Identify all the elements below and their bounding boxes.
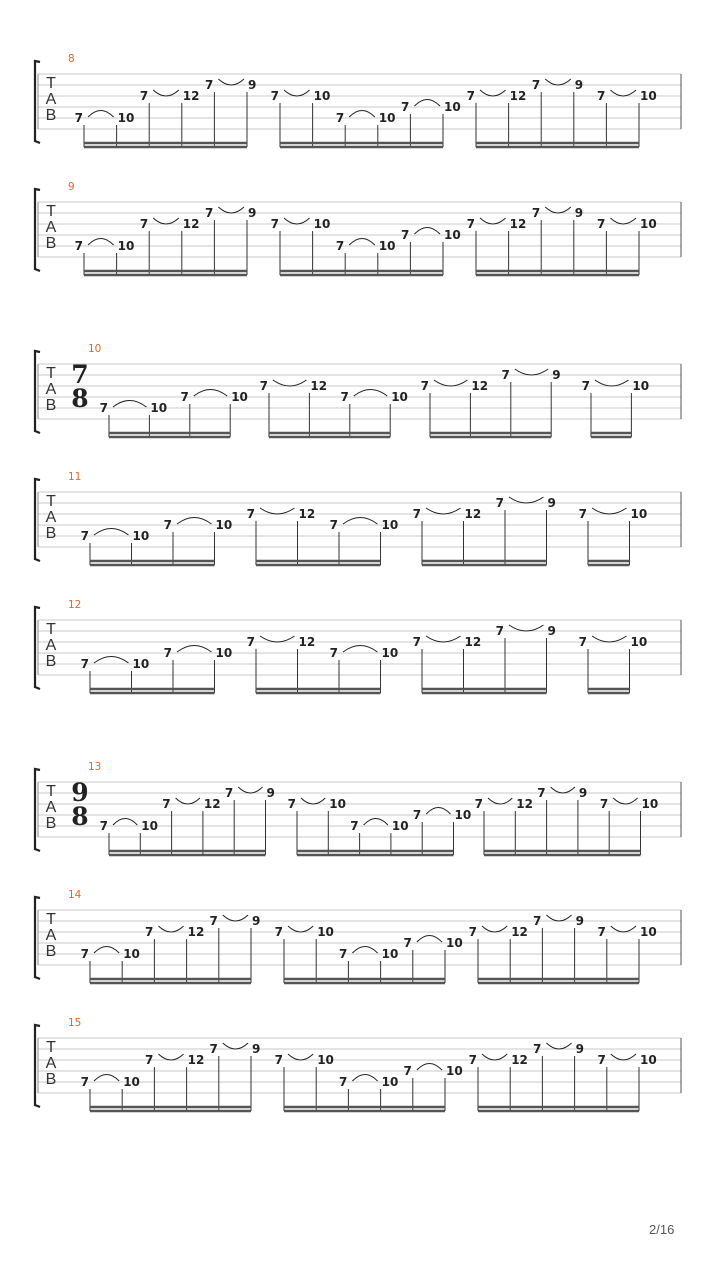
fret-number: 7 xyxy=(80,529,89,543)
fret-number: 12 xyxy=(511,925,528,939)
time-signature-bottom: 8 xyxy=(71,802,89,831)
fret-number: 10 xyxy=(446,936,463,950)
fret-number: 7 xyxy=(578,507,587,521)
fret-number: 12 xyxy=(511,1053,528,1067)
tab-clef-letter: A xyxy=(45,927,57,944)
fret-number: 7 xyxy=(205,206,214,220)
fret-number: 7 xyxy=(163,646,172,660)
fret-number: 7 xyxy=(597,925,606,939)
hammer-on-arc xyxy=(343,518,378,525)
fret-number: 12 xyxy=(298,635,316,649)
fret-number: 7 xyxy=(350,819,359,833)
tab-clef-letter: B xyxy=(45,943,57,960)
fret-number: 10 xyxy=(123,947,140,961)
hammer-on-arc xyxy=(349,239,375,246)
hammer-on-arc xyxy=(349,111,375,118)
fret-number: 9 xyxy=(252,914,261,928)
tab-clef-letter: A xyxy=(45,799,57,816)
fret-number: 7 xyxy=(335,239,345,253)
pull-off-arc xyxy=(158,1054,183,1060)
fret-number: 10 xyxy=(317,925,334,939)
fret-number: 7 xyxy=(80,1075,89,1089)
tab-system xyxy=(35,599,681,693)
fret-number: 10 xyxy=(313,89,331,103)
fret-number: 7 xyxy=(340,390,349,404)
pull-off-arc xyxy=(218,79,244,85)
pull-off-arc xyxy=(260,508,295,514)
tab-clef-letter: T xyxy=(46,493,56,510)
tab-clef-letter: B xyxy=(45,235,57,252)
pull-off-arc xyxy=(545,207,571,213)
fret-number: 7 xyxy=(501,368,510,382)
fret-number: 10 xyxy=(640,925,657,939)
fret-number: 10 xyxy=(630,507,648,521)
tab-clef-letter: A xyxy=(45,509,57,526)
fret-number: 12 xyxy=(298,507,316,521)
tab-clef-letter: T xyxy=(46,621,56,638)
pull-off-arc xyxy=(153,90,179,96)
hammer-on-arc xyxy=(113,819,137,826)
fret-number: 10 xyxy=(117,111,135,125)
fret-number: 7 xyxy=(420,379,429,393)
fret-number: 10 xyxy=(123,1075,140,1089)
pull-off-arc xyxy=(284,218,310,224)
fret-number: 7 xyxy=(259,379,268,393)
fret-number: 7 xyxy=(339,1075,348,1089)
tab-clef-letter: A xyxy=(45,381,57,398)
fret-number: 7 xyxy=(495,496,504,510)
fret-number: 7 xyxy=(412,507,421,521)
fret-number: 7 xyxy=(80,657,89,671)
fret-number: 10 xyxy=(381,947,399,961)
tab-clef-letter: T xyxy=(46,203,56,220)
tab-clef-letter: T xyxy=(46,1039,56,1056)
fret-number: 7 xyxy=(466,89,475,103)
fret-number: 7 xyxy=(599,797,609,811)
pull-off-arc xyxy=(284,90,310,96)
hammer-on-arc xyxy=(352,1075,377,1082)
fret-number: 9 xyxy=(547,496,556,510)
fret-number: 7 xyxy=(403,936,412,950)
fret-number: 7 xyxy=(163,518,172,532)
fret-number: 10 xyxy=(317,1053,334,1067)
hammer-on-arc xyxy=(94,1075,119,1082)
hammer-on-arc xyxy=(94,947,119,954)
fret-number: 9 xyxy=(578,786,588,800)
pull-off-arc xyxy=(611,926,636,932)
fret-number: 7 xyxy=(246,635,255,649)
fret-number: 10 xyxy=(313,217,331,231)
pull-off-arc xyxy=(610,218,636,224)
fret-number: 7 xyxy=(533,914,542,928)
fret-number: 9 xyxy=(574,78,584,92)
fret-number: 10 xyxy=(630,635,648,649)
pull-off-arc xyxy=(509,497,544,503)
fret-number: 10 xyxy=(378,111,396,125)
pull-off-arc xyxy=(610,90,636,96)
tab-clef-letter: T xyxy=(46,783,56,800)
pull-off-arc xyxy=(595,380,628,386)
pull-off-arc xyxy=(273,380,306,386)
tab-system xyxy=(35,889,681,983)
pull-off-arc xyxy=(480,90,506,96)
hammer-on-arc xyxy=(94,529,129,536)
fret-number: 9 xyxy=(575,914,584,928)
fret-number: 12 xyxy=(187,925,205,939)
measure-number: 14 xyxy=(68,889,82,901)
pull-off-arc xyxy=(592,508,627,514)
pull-off-arc xyxy=(611,1054,636,1060)
tab-system xyxy=(35,761,681,855)
fret-number: 12 xyxy=(471,379,489,393)
measure-number: 13 xyxy=(88,761,102,773)
fret-number: 7 xyxy=(246,507,255,521)
measure-number: 15 xyxy=(68,1017,82,1029)
fret-number: 12 xyxy=(509,89,527,103)
tab-system xyxy=(35,343,681,437)
fret-number: 7 xyxy=(597,217,606,231)
fret-number: 7 xyxy=(335,111,345,125)
fret-number: 9 xyxy=(252,1042,261,1056)
fret-number: 12 xyxy=(182,89,200,103)
measure-number: 11 xyxy=(68,471,82,483)
fret-number: 7 xyxy=(468,1053,477,1067)
hammer-on-arc xyxy=(417,936,442,943)
fret-number: 7 xyxy=(466,217,475,231)
fret-number: 10 xyxy=(640,89,657,103)
fret-number: 7 xyxy=(139,217,149,231)
fret-number: 7 xyxy=(537,786,546,800)
tab-clef-letter: B xyxy=(45,107,57,124)
fret-number: 7 xyxy=(329,646,338,660)
fret-number: 7 xyxy=(597,89,606,103)
fret-number: 10 xyxy=(150,401,168,415)
hammer-on-arc xyxy=(88,239,114,246)
fret-number: 7 xyxy=(578,635,587,649)
fret-number: 10 xyxy=(378,239,396,253)
fret-number: 7 xyxy=(180,390,189,404)
measure-number: 10 xyxy=(88,343,102,355)
fret-number: 10 xyxy=(381,518,399,532)
fret-number: 9 xyxy=(266,786,275,800)
tab-clef-letter: A xyxy=(45,637,57,654)
fret-number: 10 xyxy=(446,1064,463,1078)
fret-number: 10 xyxy=(391,390,408,404)
fret-number: 12 xyxy=(182,217,200,231)
pull-off-arc xyxy=(482,926,507,932)
fret-number: 7 xyxy=(581,379,590,393)
pull-off-arc xyxy=(613,798,637,804)
pull-off-arc xyxy=(426,636,461,642)
hammer-on-arc xyxy=(94,657,129,664)
fret-number: 7 xyxy=(401,228,410,242)
hammer-on-arc xyxy=(343,646,378,653)
hammer-on-arc xyxy=(177,518,212,525)
measure-number: 9 xyxy=(68,181,75,193)
hammer-on-arc xyxy=(194,390,227,397)
fret-number: 7 xyxy=(99,819,108,833)
fret-number: 7 xyxy=(162,797,171,811)
fret-number: 10 xyxy=(132,529,150,543)
fret-number: 7 xyxy=(412,808,422,822)
fret-number: 7 xyxy=(468,925,477,939)
fret-number: 7 xyxy=(339,947,348,961)
pull-off-arc xyxy=(223,915,248,921)
pull-off-arc xyxy=(545,79,571,85)
hammer-on-arc xyxy=(414,100,440,107)
tab-system xyxy=(35,53,681,147)
tab-clef-letter: B xyxy=(45,815,57,832)
pull-off-arc xyxy=(288,1054,313,1060)
fret-number: 9 xyxy=(248,206,257,220)
tab-clef-letter: T xyxy=(46,911,56,928)
pull-off-arc xyxy=(515,369,548,375)
fret-number: 12 xyxy=(509,217,527,231)
fret-number: 12 xyxy=(464,507,482,521)
fret-number: 9 xyxy=(552,368,561,382)
fret-number: 7 xyxy=(99,401,108,415)
pull-off-arc xyxy=(153,218,179,224)
fret-number: 9 xyxy=(248,78,257,92)
fret-number: 12 xyxy=(516,797,534,811)
fret-number: 7 xyxy=(139,89,149,103)
fret-number: 10 xyxy=(640,1053,657,1067)
tab-clef-letter: B xyxy=(45,1071,57,1088)
fret-number: 7 xyxy=(74,239,83,253)
fret-number: 7 xyxy=(274,925,283,939)
pull-off-arc xyxy=(509,625,544,631)
fret-number: 10 xyxy=(444,228,461,242)
tab-clef-letter: A xyxy=(45,91,57,108)
fret-number: 10 xyxy=(141,819,159,833)
fret-number: 7 xyxy=(270,89,279,103)
fret-number: 10 xyxy=(632,379,650,393)
fret-number: 7 xyxy=(287,797,296,811)
pull-off-arc xyxy=(551,787,575,793)
fret-number: 10 xyxy=(215,518,233,532)
fret-number: 7 xyxy=(209,914,218,928)
hammer-on-arc xyxy=(417,1064,442,1071)
pull-off-arc xyxy=(546,1043,571,1049)
fret-number: 7 xyxy=(495,624,504,638)
fret-number: 7 xyxy=(80,947,89,961)
fret-number: 7 xyxy=(403,1064,412,1078)
fret-number: 7 xyxy=(533,1042,542,1056)
fret-number: 7 xyxy=(209,1042,218,1056)
pull-off-arc xyxy=(482,1054,507,1060)
fret-number: 7 xyxy=(401,100,410,114)
pull-off-arc xyxy=(238,787,262,793)
fret-number: 7 xyxy=(274,1053,283,1067)
fret-number: 12 xyxy=(310,379,328,393)
time-signature-top: 9 xyxy=(71,778,89,807)
pull-off-arc xyxy=(218,207,244,213)
fret-number: 10 xyxy=(132,657,150,671)
hammer-on-arc xyxy=(88,111,114,118)
tab-clef-letter: B xyxy=(45,525,57,542)
fret-number: 10 xyxy=(231,390,248,404)
fret-number: 7 xyxy=(531,78,541,92)
fret-number: 7 xyxy=(597,1053,606,1067)
pull-off-arc xyxy=(480,218,506,224)
pull-off-arc xyxy=(158,926,183,932)
tab-system xyxy=(35,181,681,275)
tab-clef-letter: B xyxy=(45,653,57,670)
time-signature-top: 7 xyxy=(71,360,89,389)
fret-number: 10 xyxy=(444,100,461,114)
fret-number: 10 xyxy=(454,808,472,822)
hammer-on-arc xyxy=(352,947,377,954)
tab-clef-letter: T xyxy=(46,365,56,382)
pull-off-arc xyxy=(434,380,467,386)
fret-number: 7 xyxy=(205,78,214,92)
fret-number: 9 xyxy=(574,206,584,220)
fret-number: 10 xyxy=(329,797,347,811)
pull-off-arc xyxy=(592,636,627,642)
tab-clef-letter: A xyxy=(45,219,57,236)
pull-off-arc xyxy=(288,926,313,932)
fret-number: 12 xyxy=(203,797,221,811)
fret-number: 10 xyxy=(117,239,135,253)
fret-number: 9 xyxy=(575,1042,584,1056)
time-signature-bottom: 8 xyxy=(71,384,89,413)
pull-off-arc xyxy=(301,798,325,804)
fret-number: 10 xyxy=(381,646,399,660)
fret-number: 12 xyxy=(464,635,482,649)
fret-number: 7 xyxy=(474,797,483,811)
fret-number: 7 xyxy=(531,206,541,220)
pull-off-arc xyxy=(426,508,461,514)
pull-off-arc xyxy=(176,798,200,804)
fret-number: 10 xyxy=(391,819,409,833)
tab-system xyxy=(35,471,681,565)
measure-number: 12 xyxy=(68,599,82,611)
hammer-on-arc xyxy=(414,228,440,235)
fret-number: 7 xyxy=(74,111,83,125)
tab-clef-letter: A xyxy=(45,1055,57,1072)
pull-off-arc xyxy=(260,636,295,642)
pull-off-arc xyxy=(488,798,512,804)
page-number: 2/16 xyxy=(649,1222,675,1237)
hammer-on-arc xyxy=(364,819,388,826)
fret-number: 7 xyxy=(329,518,338,532)
fret-number: 10 xyxy=(640,217,657,231)
hammer-on-arc xyxy=(426,808,450,815)
fret-number: 9 xyxy=(547,624,556,638)
hammer-on-arc xyxy=(113,401,146,408)
pull-off-arc xyxy=(223,1043,248,1049)
fret-number: 10 xyxy=(641,797,659,811)
fret-number: 7 xyxy=(270,217,279,231)
hammer-on-arc xyxy=(354,390,387,397)
measure-number: 8 xyxy=(68,53,75,65)
tab-system xyxy=(35,1017,681,1111)
fret-number: 12 xyxy=(187,1053,205,1067)
tab-clef-letter: T xyxy=(46,75,56,92)
pull-off-arc xyxy=(546,915,571,921)
tab-clef-letter: B xyxy=(45,397,57,414)
fret-number: 10 xyxy=(381,1075,399,1089)
hammer-on-arc xyxy=(177,646,212,653)
fret-number: 7 xyxy=(145,1053,154,1067)
fret-number: 7 xyxy=(412,635,421,649)
fret-number: 7 xyxy=(224,786,234,800)
fret-number: 10 xyxy=(215,646,233,660)
fret-number: 7 xyxy=(145,925,154,939)
